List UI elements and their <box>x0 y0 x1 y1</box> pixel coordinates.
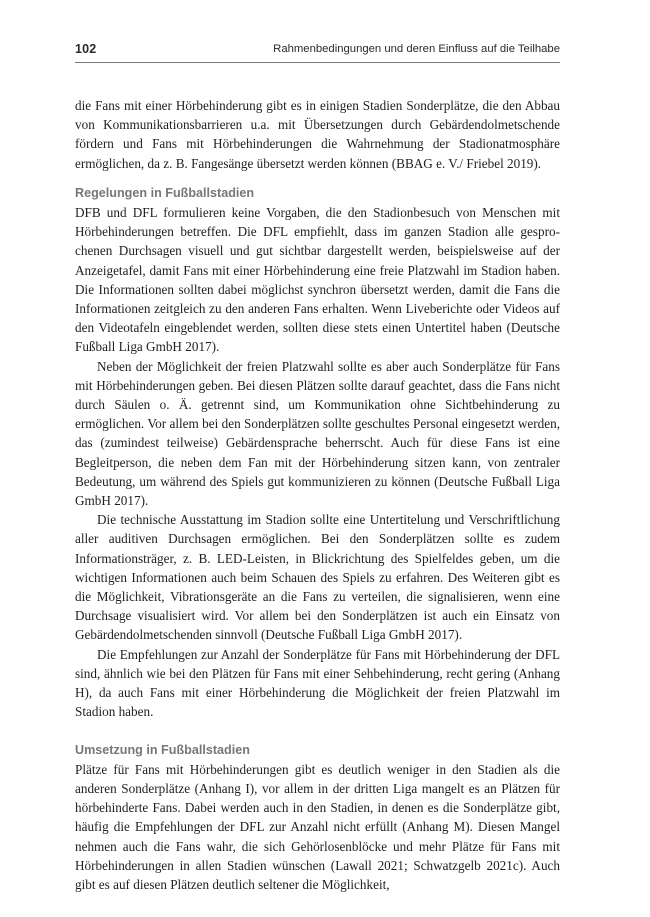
main-text <box>75 96 560 894</box>
page-header <box>75 42 560 64</box>
section-heading-umsetzung: Umsetzung in Fußballstadien <box>75 742 250 757</box>
paragraph: Plätze für Fans mit Hörbehinderungen gibt es deutlich weniger in den Stadien als die anderen Sonderplätze (Anhang I), vor allem in der dritten Liga mangelt es an Plätzen für hörbehinderte Fans. Dabei werden auch in den Stadien, in denen es die Sonderplätze gibt, häufig die Empfehlungen der DFL zur Anzahl nicht erfüllt (Anhang M). Diesen Mangel nehmen auch die Fans wahr, die sich Gehörlosenblöcke und mehr Plätze für Fans mit Hörbehinderungen in allen Stadien wünschen (Lawall 2021; Schwatzgelb 2021c). Auch gibt es auf diesen Plätzen deutlich seltener die Möglichkeit, <box>75 761 560 892</box>
paragraph: Neben der Möglichkeit der freien Platzwahl sollte es aber auch Sonderplätze für Fans mit Hörbehinderungen geben. Bei diesen Plätzen sollte darauf geachtet, dass die Fans nicht durch Säulen o. Ä. getrennt sind, um Kommunikation ohne Sichtbehinderung zu ermöglichen. Vor allem bei den Sonderplätzen sollte geschultes Personal eingesetzt werden, das (zumindest teilweise) Gebärdensprache beherrscht. Auch für diese Fans ist eine Begleitperson, die neben dem Fan mit der Hörbehinderung sitzen kann, von zentraler Bedeutung, um während des Spiels gut kommunizieren zu können (Deutsche Fußball Liga GmbH 2017). <box>75 358 560 509</box>
running-title: Rahmenbedingungen und deren Einfluss auf die Teilhabe <box>273 43 560 55</box>
intro-paragraph: die Fans mit einer Hörbehinderung gibt es in einigen Stadien Sonderplätze, die den Abbau von Kommunikationsbarrieren u.a. mit Übersetzungen durch Gebärdendolmetschende fördern und Fans mit Hörbehinderungen die Wahrnehmung der Stadionatmosphäre ermöglichen, da z. B. Fangesänge übersetzt werden können (BBAG e. V./ Friebel 2019). <box>75 98 560 171</box>
paragraph: Die technische Ausstattung im Stadion sollte eine Untertitelung und Verschriftlichung aller auditiven Durchsagen ermöglichen. Bei den Sonderplätzen sollte es zudem Informationsträger, z. B. LED-Leisten, in Blickrichtung des Spielfeldes geben, um die wichtigen Informationen auch beim Schauen des Spiels zu erfahren. Des Weiteren gibt es die Möglichkeit, Vibrationsgeräte an die Fans zu verteilen, die signalisieren, wenn eine Durchsage visualisiert wird. Vor allem bei den Sonderplätzen ist auch ein Einsatz von Gebärdendolmetschenden sinnvoll (Deutsche Fußball Liga GmbH 2017). <box>75 512 560 643</box>
page-number: 102 <box>75 42 97 56</box>
paragraph: Die Empfehlungen zur Anzahl der Sonderplätze für Fans mit Hörbehinderung der DFL sind, ähnlich wie bei den Plätzen für Fans mit einer Sehbehinderung, recht gering (Anhang H), da auch Fans mit einer Hörbehinderung die Möglichkeit der freien Platzwahl im Stadion haben. <box>75 646 560 720</box>
section-heading-regelungen: Regelungen in Fußballstadien <box>75 185 255 200</box>
paragraph: DFB und DFL formulieren keine Vorgaben, die den Stadionbesuch von Menschen mit Hörbehinderungen betreffen. Die DFL empfiehlt, dass im ganzen Stadion alle gesprochenen Durchsagen visuell und gut sichtbar dargestellt werden, beispielsweise auf der Anzeigetafel, damit Fans mit einer Hörbehinderung eine freie Platzwahl im Stadion haben. Die Informationen sollten dabei möglichst synchron übersetzt werden, damit die Fans die Informationen zeitgleich zu den anderen Fans erhalten. Wenn Liveberichte oder Videos auf den Videotafeln eingeblendet werden, sollten diese stets einen Untertitel haben (Deutsche Fußball Liga GmbH 2017). <box>75 205 560 355</box>
header-divider <box>75 62 560 63</box>
